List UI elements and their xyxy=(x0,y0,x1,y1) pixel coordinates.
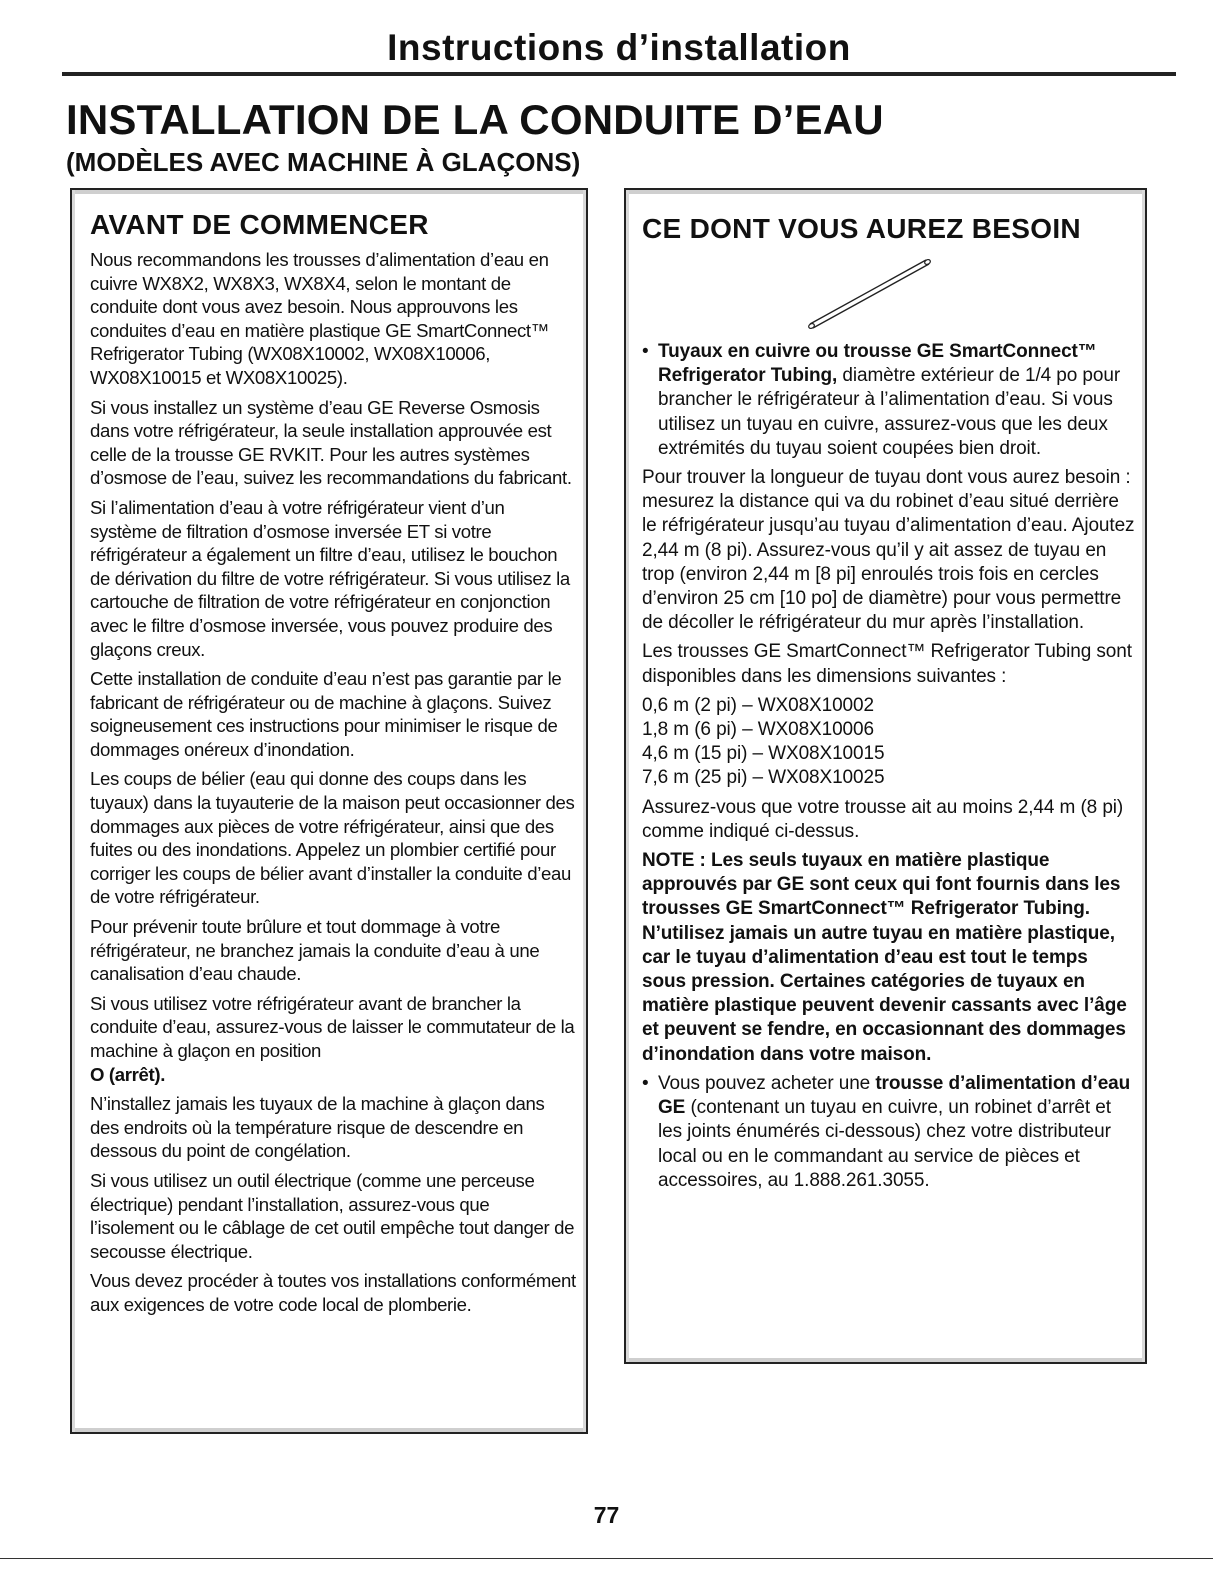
bullet-bold-text: Tuyaux en cuivre ou trousse GE SmartConnect™ Refrigerator Tubing, xyxy=(658,341,1097,387)
what-you-need-box xyxy=(624,188,1147,1364)
paragraph: Assurez-vous que votre trousse ait au moins 2,44 m (8 pi) comme indiqué ci-dessus. xyxy=(642,796,1124,842)
section-title: INSTALLATION DE LA CONDUITE D’EAU xyxy=(66,96,884,143)
box-bottom-band xyxy=(626,1358,1145,1362)
page-header-title: Instructions d’installation xyxy=(387,27,851,68)
off-position-label: O (arrêt). xyxy=(90,1063,166,1085)
box-right-band xyxy=(583,190,586,1432)
size-item: 0,6 m (2 pi) – WX08X10002 xyxy=(642,694,874,716)
box-left-band xyxy=(72,190,75,1432)
what-you-need-heading: CE DONT VOUS AUREZ BESOIN xyxy=(642,213,1081,244)
paragraph: Pour prévenir toute brûlure et tout dommage à votre réfrigérateur, ne branchez jamais la conduite d’eau à une canalisation d’eau chaude. xyxy=(90,916,540,985)
paragraph: Si vous installez un système d’eau GE Reverse Osmosis dans votre réfrigérateur, la seule installation approuvée est celle de la trousse GE RVKIT. Pour les autres systèmes d’osmose de l’eau, suivez les recommandations du fabricant. xyxy=(90,396,572,489)
paragraph: Si l’alimentation d’eau à votre réfrigérateur vient d’un système de filtration d’osmose inversée ET si votre réfrigérateur a également un filtre d’eau, utilisez le bouchon de dérivation du filtre de votre réfrigérateur. Si vous utilisez la cartouche de filtration de votre réfrigérateur en conjonction avec le filtre d’osmose inversée, vous pouvez produire des glaçons creux. xyxy=(90,496,570,660)
bullet-item xyxy=(642,340,1135,461)
note-paragraph: NOTE : Les seuls tuyaux en matière plastique approuvés par GE sont ceux qui font fournis dans les trousses GE SmartConnect™ Refrigerator Tubing. N’utilisez jamais un autre tuyau en matière plastique, car le tuyau d’alimentation d’eau est tout le temps sous pression. Certaines catégories de tuyaux en matière plastique peuvent devenir cassants avec l’âge et peuvent se fendre, en occasionnant des dommages d’inondation dans votre maison. xyxy=(642,850,1127,1065)
bullet-text: Vous pouvez acheter une xyxy=(658,1072,876,1094)
size-item: 7,6 m (25 pi) – WX08X10025 xyxy=(642,767,885,789)
before-you-begin-box xyxy=(70,188,588,1434)
paragraph: Nous recommandons les trousses d’alimentation d’eau en cuivre WX8X2, WX8X3, WX8X4, selon le montant de conduite dont vous avez besoin. Nous approuvons les conduites d’eau en matière plastique GE SmartConnect™ Refrigerator Tubing (WX08X10002, WX08X10006, WX08X10015 et WX08X10025). xyxy=(90,249,549,388)
before-you-begin-heading: AVANT DE COMMENCER xyxy=(90,209,429,240)
header-rule xyxy=(62,72,1176,76)
size-item: 1,8 m (6 pi) – WX08X10006 xyxy=(642,719,874,741)
bullet-text: (contenant un tuyau en cuivre, un robinet d’arrêt et les joints énumérés ci-dessous) chez votre distributeur local ou en le commandant au service de pièces et accessoires, au 1.888.261.3055. xyxy=(658,1097,1111,1191)
before-you-begin-text xyxy=(90,248,576,1317)
bullet-text: diamètre extérieur de 1/4 po pour brancher le réfrigérateur à l’alimentation d’eau. Si vous utilisez un tuyau en cuivre, assurez-vous que les deux extrémités du tuyau soient coupées bien droit. xyxy=(658,365,1121,459)
bullet-bold-text: trousse d’alimentation d’eau GE xyxy=(658,1072,1131,1119)
page-number: 77 xyxy=(593,1502,620,1528)
paragraph xyxy=(90,992,576,1086)
box-bottom-band xyxy=(72,1428,586,1432)
footer-rule xyxy=(0,1558,1213,1559)
paragraph: N’installez jamais les tuyaux de la machine à glaçon dans des endroits où la température risque de descendre en dessous du point de congélation. xyxy=(90,1093,545,1162)
paragraph: Vous devez procéder à toutes vos installations conformément aux exigences de votre code local de plomberie. xyxy=(90,1270,576,1315)
paragraph-text: Si vous utilisez votre réfrigérateur avant de brancher la conduite d’eau, assurez-vous de laisser le commutateur de la machine à glaçon en position xyxy=(90,992,575,1061)
paragraph: Les coups de bélier (eau qui donne des coups dans les tuyaux) dans la tuyauterie de la maison peut occasionner des dommages aux pièces de votre réfrigérateur, ainsi que des fuites ou des inondations. Appelez un plombier certifié pour corriger les coups de bélier avant d’installer la conduite d’eau de votre réfrigérateur. xyxy=(90,768,575,908)
box-top-band xyxy=(626,190,1145,194)
tubing-illustration-icon xyxy=(804,252,934,332)
paragraph: Si vous utilisez un outil électrique (comme une perceuse électrique) pendant l’installation, assurez-vous que l’isolement ou le câblage de cet outil empêche tout danger de secousse électrique. xyxy=(90,1169,575,1262)
section-subtitle: (MODÈLES AVEC MACHINE À GLAÇONS) xyxy=(66,147,581,177)
size-item: 4,6 m (15 pi) – WX08X10015 xyxy=(642,743,885,765)
bullet-item xyxy=(642,1072,1135,1193)
paragraph: Pour trouver la longueur de tuyau dont vous aurez besoin : mesurez la distance qui va du robinet d’eau situé derrière le réfrigérateur jusqu’au tuyau d’alimentation d’eau. Ajoutez 2,44 m (8 pi). Assurez-vous qu’il y ait assez de tuyau en trop (environ 2,44 m [8 pi] enroulés trois fois en cercles d’environ 25 cm [10 po] de diamètre) pour vous permettre de décoller le réfrigérateur du mur après l’installation. xyxy=(642,467,1135,634)
paragraph: Les trousses GE SmartConnect™ Refrigerator Tubing sont disponibles dans les dimensions suivantes : xyxy=(642,641,1132,687)
box-left-band xyxy=(626,190,629,1362)
what-you-need-text xyxy=(642,340,1135,1193)
box-right-band xyxy=(1142,190,1145,1362)
paragraph: Cette installation de conduite d’eau n’est pas garantie par le fabricant de réfrigérateur ou de machine à glaçons. Suivez soigneusement ces instructions pour minimiser le risque de dommages onéreux d’inondation. xyxy=(90,668,562,760)
box-top-band xyxy=(72,190,586,194)
